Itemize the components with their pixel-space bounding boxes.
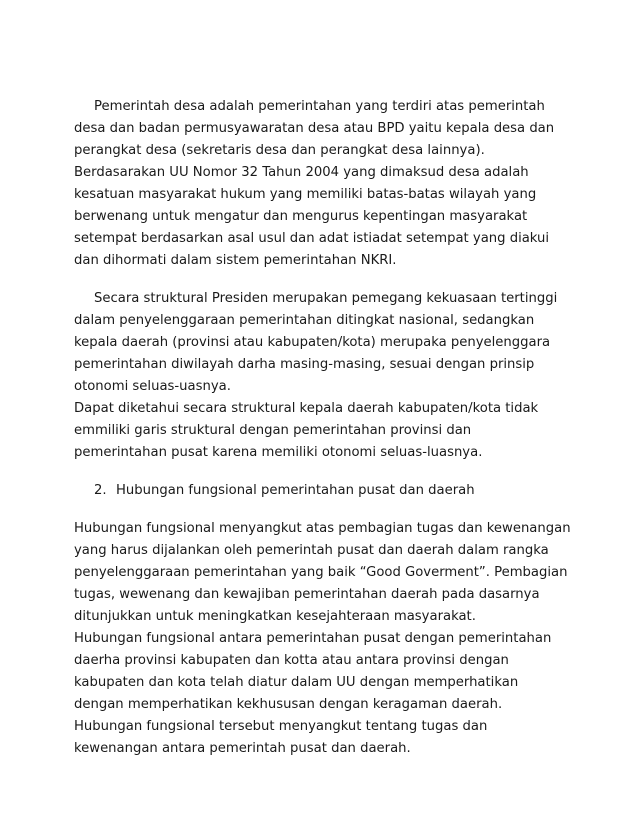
text-line: Pemerintah desa adalah pemerintahan yang terdiri atas pemerintah — [94, 99, 545, 114]
text-line: ditunjukkan untuk meningkatkan kesejahteraan masyarakat. — [74, 609, 476, 624]
section-heading — [74, 480, 574, 502]
paragraph-spacer — [74, 502, 574, 518]
text-line: otonomi seluas-uasnya. — [74, 379, 231, 394]
text-line: kewenangan antara pemerintah pusat dan daerah. — [74, 741, 411, 756]
heading-text: Hubungan fungsional pemerintahan pusat dan daerah — [116, 483, 475, 498]
text-line: Dapat diketahui secara struktural kepala daerah kabupaten/kota tidak — [74, 401, 539, 416]
text-line: pemerintahan diwilayah darha masing-masing, sesuai dengan prinsip — [74, 357, 535, 372]
text-line: penyelenggaraan pemerintahan yang baik “Good Goverment”. Pembagian — [74, 565, 568, 580]
text-line: tugas, wewenang dan kewajiban pemerintahan daerah pada dasarnya — [74, 587, 540, 602]
text-line: dalam penyelenggaraan pemerintahan ditingkat nasional, sedangkan — [74, 313, 535, 328]
paragraph-desa — [74, 96, 574, 272]
text-line: Secara struktural Presiden merupakan pemegang kekuasaan tertinggi — [94, 291, 558, 306]
text-line: berwenang untuk mengatur dan mengurus kepentingan masyarakat — [74, 209, 528, 224]
text-line: kabupaten dan kota telah diatur dalam UU dengan memperhatikan — [74, 675, 519, 690]
paragraph-struktural — [74, 288, 574, 464]
text-line: dengan memperhatikan kekhususan dengan keragaman daerah. — [74, 697, 503, 712]
text-line: yang harus dijalankan oleh pemerintah pusat dan daerah dalam rangka — [74, 543, 549, 558]
text-line: pemerintahan pusat karena memiliki otonomi seluas-luasnya. — [74, 445, 483, 460]
text-line: emmiliki garis struktural dengan pemerintahan provinsi dan — [74, 423, 472, 438]
paragraph-fungsional — [74, 518, 574, 760]
text-line: Hubungan fungsional antara pemerintahan pusat dengan pemerintahan — [74, 631, 552, 646]
text-line: setempat berdasarkan asal usul dan adat istiadat setempat yang diakui — [74, 231, 550, 246]
text-line: Berdasarakan UU Nomor 32 Tahun 2004 yang dimaksud desa adalah — [74, 165, 529, 180]
text-line: Hubungan fungsional tersebut menyangkut tentang tugas dan — [74, 719, 488, 734]
text-line: perangkat desa (sekretaris desa dan perangkat desa lainnya). — [74, 143, 485, 158]
text-line: daerha provinsi kabupaten dan kotta atau antara provinsi dengan — [74, 653, 509, 668]
text-line: Hubungan fungsional menyangkut atas pembagian tugas dan kewenangan — [74, 521, 571, 536]
text-line: kepala daerah (provinsi atau kabupaten/kota) merupaka penyelenggara — [74, 335, 551, 350]
heading-number: 2. — [94, 483, 107, 498]
text-line: dan dihormati dalam sistem pemerintahan NKRI. — [74, 253, 397, 268]
paragraph-spacer — [74, 272, 574, 288]
text-line: desa dan badan permusyawaratan desa atau BPD yaitu kepala desa dan — [74, 121, 555, 136]
paragraph-spacer — [74, 464, 574, 480]
document-page — [74, 96, 574, 760]
text-line: kesatuan masyarakat hukum yang memiliki batas-batas wilayah yang — [74, 187, 537, 202]
